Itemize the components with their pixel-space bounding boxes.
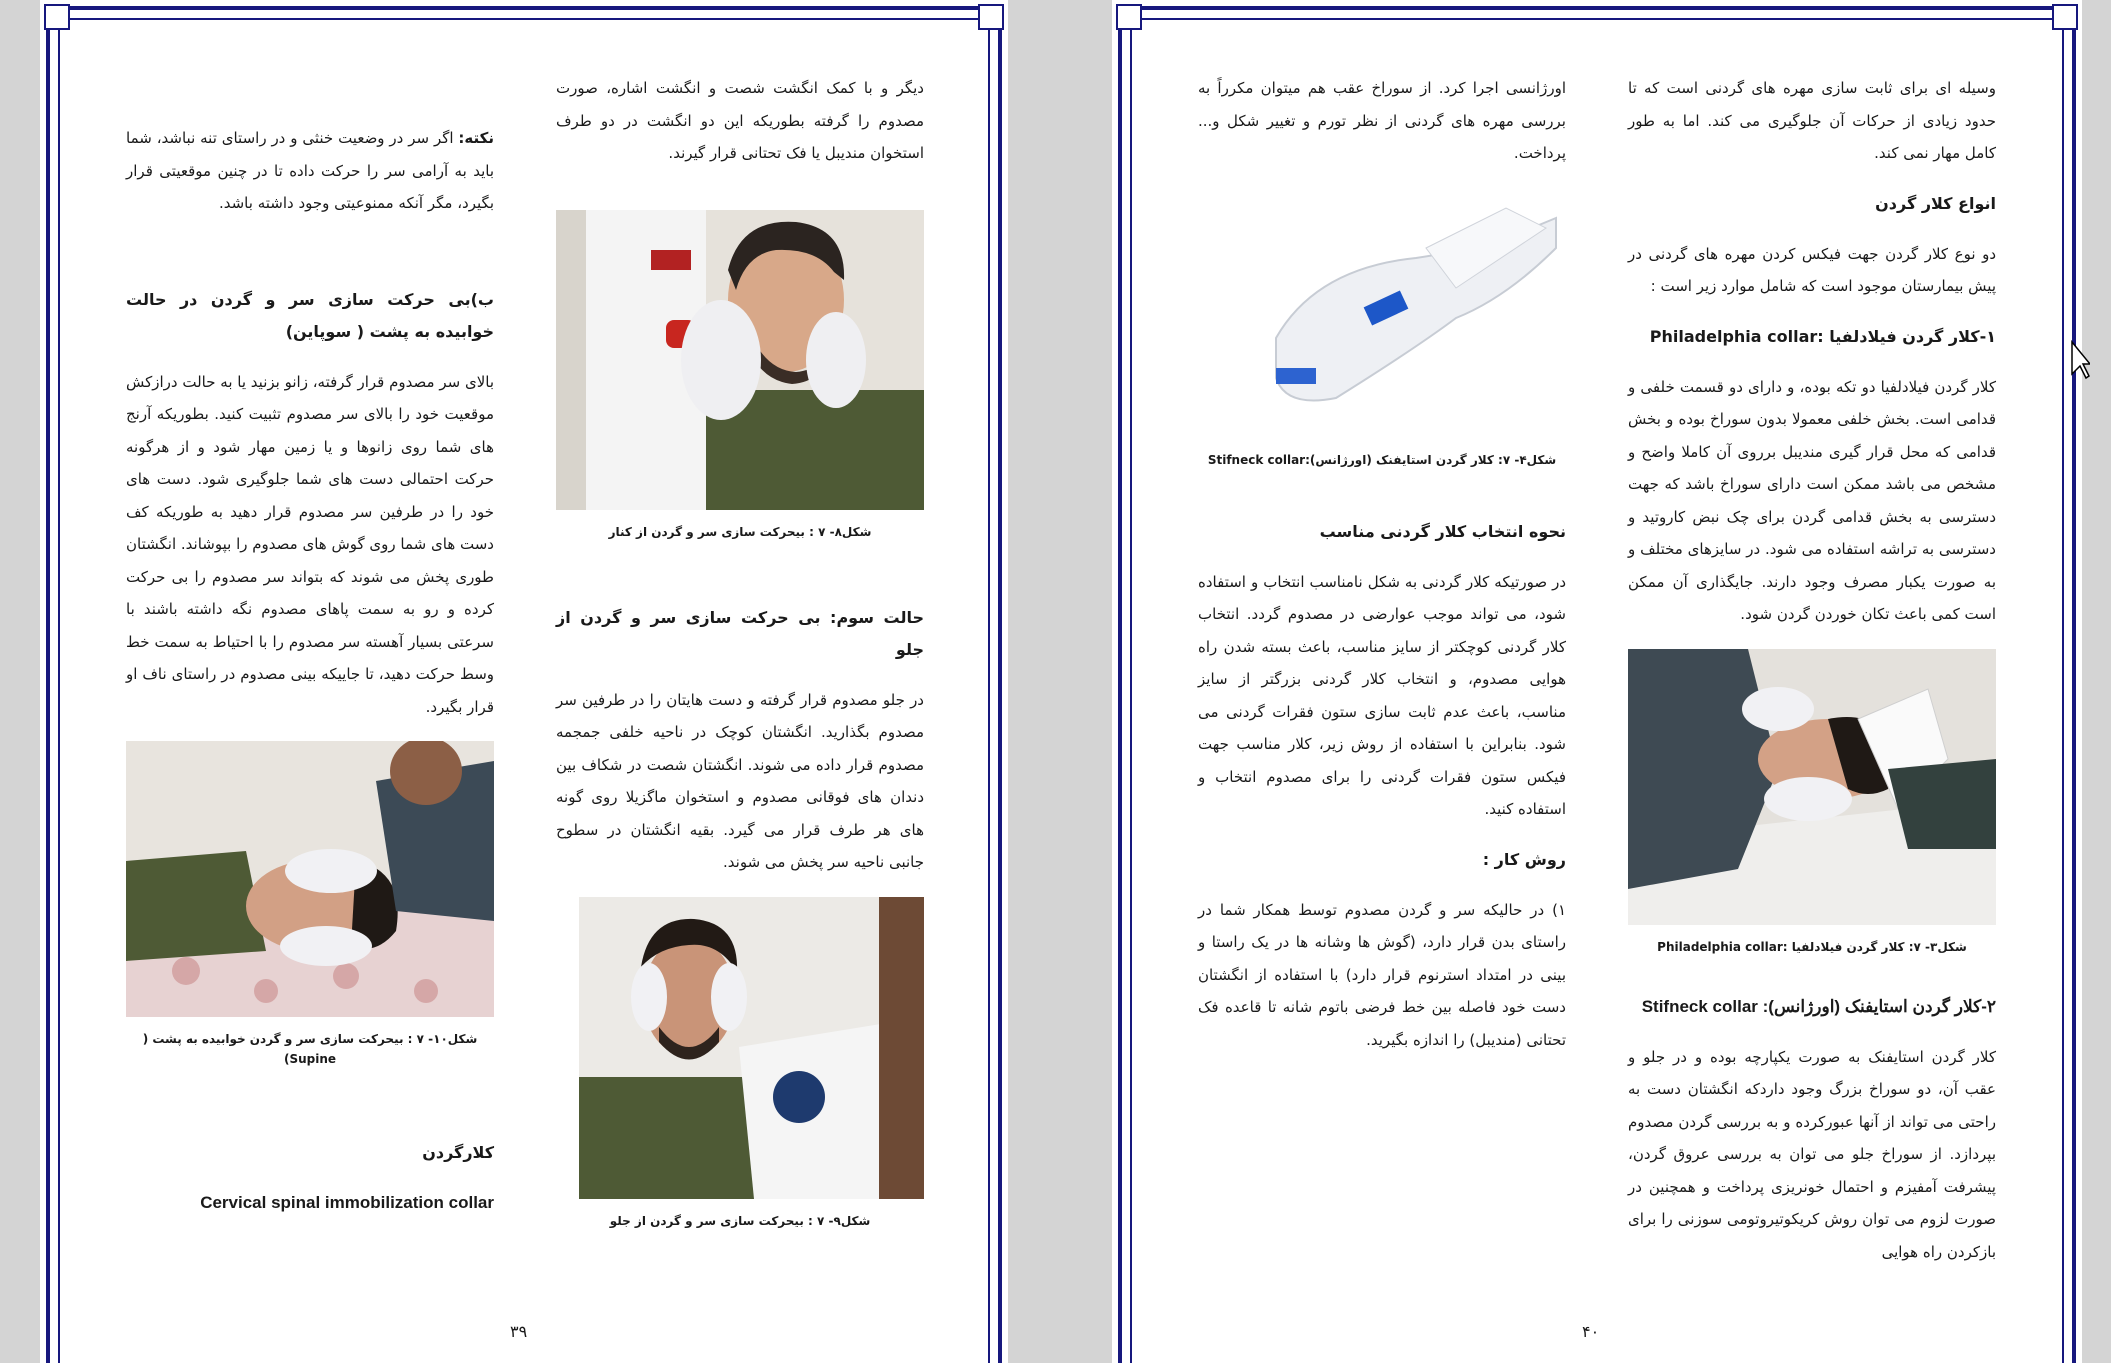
page-number: ۳۹ (510, 1322, 528, 1341)
note-text: اگر سر در وضعیت خنثی و در راستای تنه نباشد، شما باید به آرامی سر را حرکت داده تا در چنین موقعیتی قرار بگیرد، مگر آنکه ممنوعیتی وجود داشته باشد. (126, 129, 494, 212)
paragraph: ۱) در حالیکه سر و گردن مصدوم توسط همکار شما در راستای بدن قرار دارد، (گوش ها وشانه ها در یک راستا و بینی در امتداد استرنوم قرار دارد) با استفاده از انگشتان دست خود فاصله بین خط فرضی باتوم شانه تا قاعده فک تحتانی (مندیبل) را اندازه بگیرید. (1198, 900, 1566, 1049)
column-right (556, 72, 924, 1257)
supine-heading: ب)بی حرکت سازی سر و گردن در حالت خوابیده به پشت ( سوپاین) (126, 289, 494, 341)
method-heading: روش کار : (1482, 849, 1566, 869)
cursor-icon (2070, 340, 2090, 380)
figure-8-caption: شکل۸- ۷ : بیحرکت سازی سر و گردن از کنار (608, 524, 872, 539)
figure-9-photo (579, 897, 924, 1199)
paragraph: کلار گردن استایفنک به صورت یکپارچه بوده و در جلو و عقب آن، دو سوراخ بزرگ وجود داردکه انگشتان دست به راحتی می تواند از آنها عبورکرده و به بررسی گردن مصدوم بپردازد. از سوراخ جلو می توان به بررسی عروق گردن، پیشرفت آمفیزم و احتمال خونریزی پرداخت و همچنین در صورت لزوم می توان روش کریکوتیروتومی سوزنی را برای بازکردن راه هوایی (1628, 1047, 1996, 1261)
philadelphia-heading: ۱-کلار گردن فیلادلفیا :Philadelphia collar (1649, 326, 1996, 346)
figure-8-photo (556, 210, 924, 510)
figure-3-caption: شکل۳- ۷: کلار گردن فیلادلفیا :Philadelphia collar (1657, 939, 1967, 954)
figure-3-photo (1628, 649, 1996, 925)
paragraph: دو نوع کلار گردن جهت فیکس کردن مهره های گردنی در پیش بیمارستان موجود است که شامل موارد زیر است : (1628, 244, 1996, 295)
paragraph: در صورتیکه کلار گردنی به شکل نامناسب انتخاب و استفاده شود، می تواند موجب عوارضی در مصدوم گردد. انتخاب کلار گردنی کوچکتر از سایز مناسب، باعث بسته شدن راه هوایی مصدوم، و انتخاب کلار گردنی بزرگتر از سایز مناسب، باعث عدم ثابت سازی ستون فقرات گردنی می شود. بنابراین با استفاده از روش زیر، کلار مناسب جهت فیکس ستون فقرات گردنی را برای مصدوم انتخاب و استفاده کنید. (1198, 572, 1566, 818)
paragraph: کلار گردن فیلادلفیا دو تکه بوده، و دارای دو قسمت خلفی و قدامی است. بخش خلفی معمولا بدون سوراخ بوده و بخش قدامی که محل قرار گیری مندیبل برروی آن کاملا واضح و مشخص می باشد ممکن است دارای سوراخ باشد که جهت دسترسی به بخش قدامی گردن برای چک نبض کاروتید و دسترسی به تراشه استفاده می شود. در سایزهای مختلف و به صورت یکبار مصرف وجود دارند. جایگذاری آن ممکن است کمی باعث تکان خوردن گردن شود. (1628, 377, 1996, 623)
photo-philadelphia-collar (1628, 649, 1996, 925)
page-number: ۴۰ (1582, 1322, 1600, 1341)
corner-ornament (44, 4, 70, 30)
selection-heading: نحوه انتخاب کلار گردنی مناسب (1319, 521, 1566, 541)
collar-heading-en: Cervical spinal immobilization collar (200, 1193, 494, 1212)
figure-4-photo (1256, 188, 1566, 438)
column-left (1198, 72, 1566, 1074)
photo-stifneck-collar (1256, 188, 1566, 438)
paragraph: اورژانسی اجرا کرد. از سوراخ عقب هم میتوان مکرراً به بررسی مهره های گردنی از نظر تورم و تغییر شکل و... پرداخت. (1198, 79, 1566, 162)
corner-ornament (2052, 4, 2078, 30)
figure-10-caption: شکل۱۰- ۷ : بیحرکت سازی سر و گردن خوابیده به پشت ( Supine) (142, 1032, 478, 1066)
state3-heading: حالت سوم: بی حرکت سازی سر و گردن از جلو (556, 607, 924, 659)
figure-10-photo (126, 741, 494, 1017)
corner-ornament (978, 4, 1004, 30)
figure-9-caption: شکل۹- ۷ : بیحرکت سازی سر و گردن از جلو (609, 1213, 871, 1228)
types-heading: انواع کلار گردن (1875, 193, 1996, 213)
photo-side-immobilization (556, 210, 924, 510)
page-40 (1112, 0, 2082, 1363)
paragraph: در جلو مصدوم قرار گرفته و دست هایتان را در طرفین سر مصدوم بگذارید. انگشتان کوچک در ناحیه خلفی جمجمه مصدوم قرار داده می شوند. انگشتان شصت در شکاف بین دندان های فوقانی مصدوم و استخوان ماگزیلا روی گونه های هر طرف قرار می گیرد. بقیه انگشتان در سطوح جانبی ناحیه سر پخش می شوند. (556, 690, 924, 871)
note-paragraph (126, 122, 494, 220)
figure-4-caption: شکل۴- ۷: کلار گردن استایفنک (اورژانس):Stifneck collar (1207, 452, 1557, 467)
paragraph: دیگر و با کمک انگشت شصت و انگشت اشاره، صورت مصدوم را گرفته بطوریکه این دو انگشت در دو طرف استخوان مندیبل یا فک تحتانی قرار گیرند. (556, 79, 924, 162)
photo-front-immobilization (579, 897, 924, 1199)
corner-ornament (1116, 4, 1142, 30)
photo-supine-immobilization (126, 741, 494, 1017)
note-label: نکته: (458, 129, 494, 147)
collar-heading: کلارگردن (422, 1143, 494, 1162)
column-left (126, 122, 494, 1237)
paragraph: بالای سر مصدوم قرار گرفته، زانو بزنید یا به حالت درازکش موقعیت خود را بالای سر مصدوم تثبیت کنید. بطوریکه آرنج های شما روی زانوها و یا زمین مهار شود و از هرگونه حرکت احتمالی دست های شما جلوگیری شود. دست های خود را در طرفین سر مصدوم قرار دهید به طوریکه کف دست های شما روی گوش های مصدوم را بپوشاند. انگشتان طوری پخش می شوند که بتواند سر مصدوم را بی حرکت کرده و رو به سمت پاهای مصدوم نگه داشته باشند با سرعتی بسیار آهسته سر مصدوم را با احتیاط به سمت خط وسط حرکت دهید، تا جاییکه بینی مصدوم در راستای ناف او قرار بگیرد. (126, 372, 494, 716)
paragraph: وسیله ای برای ثابت سازی مهره های گردنی است که تا حدود زیادی از حرکات آن جلوگیری می کند. اما به طور کامل مهار نمی کند. (1628, 79, 1996, 162)
stifneck-heading: ۲-کلار گردن استایفنک (اورژانس): Stifneck collar (1641, 996, 1996, 1016)
column-right (1628, 72, 1996, 1286)
page-39 (40, 0, 1008, 1363)
